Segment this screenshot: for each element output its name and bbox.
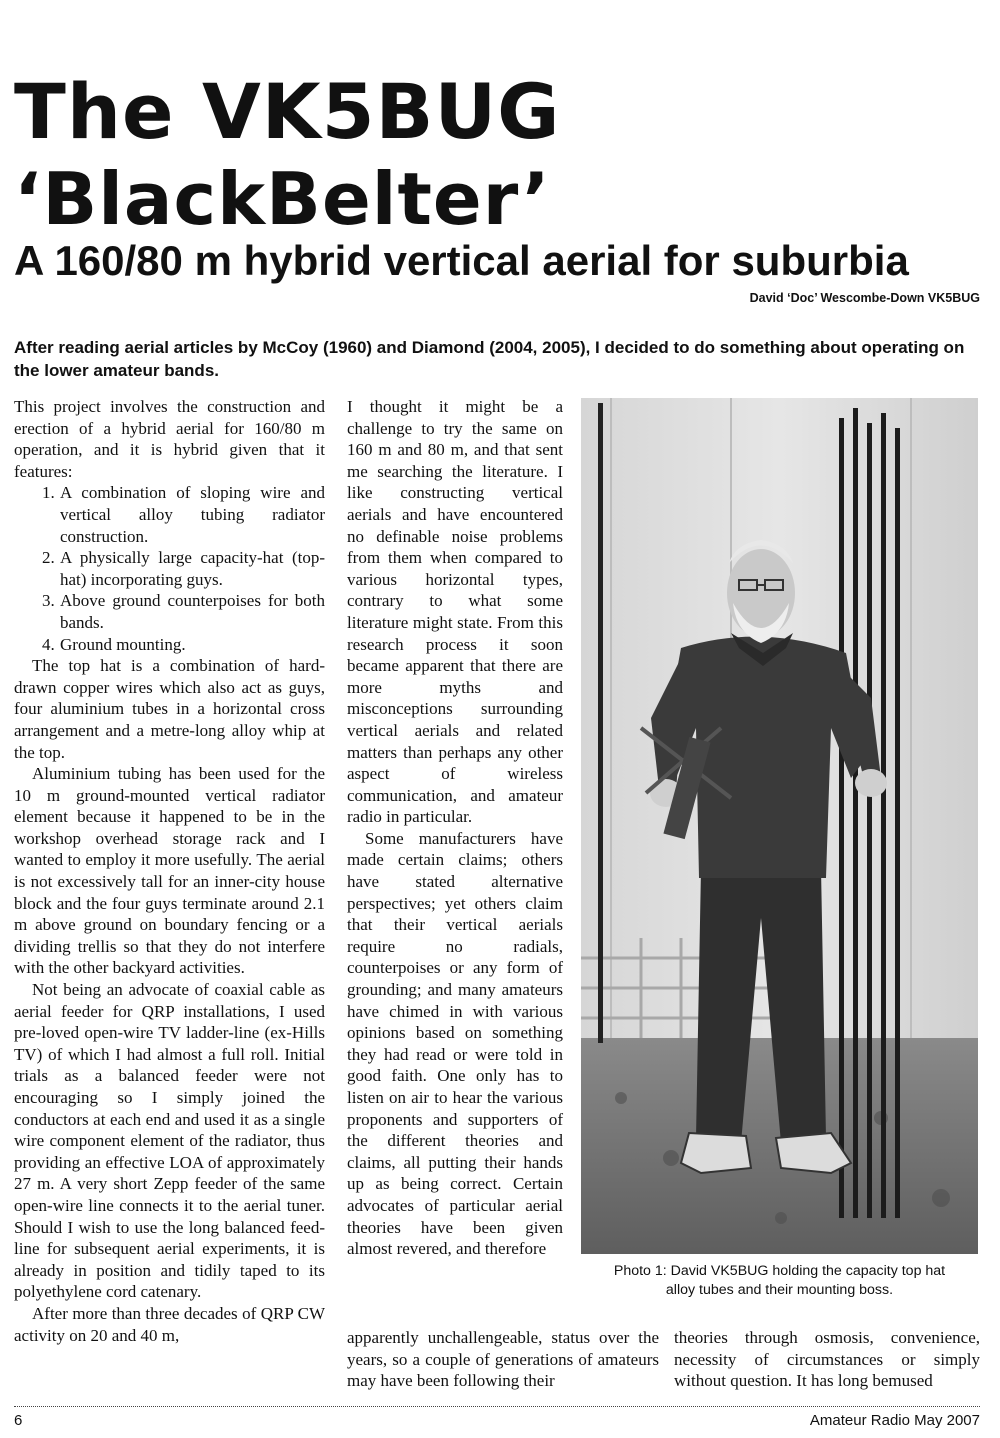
col1-paragraph: This project involves the construction and erection of a hybrid aerial for 160/80 m operation, and it is hybrid given that it features:	[14, 397, 325, 481]
bottom-text-right: theories through osmosis, convenience, necessity of circumstances or simply without question. It has long bemused	[674, 1328, 980, 1391]
photo-caption	[581, 1262, 978, 1300]
col1-paragraph: Aluminium tubing has been used for the 10 m ground-mounted vertical radiator element because it happened to be in the workshop overhead storage rack and I wanted to employ it more usefully. The aerial is not excessively tall for an inner-city house block and the four guys terminate around 2.1 m above ground on boundary fencing or a dividing trellis so that they do not interfere with the other backyard activities.	[14, 764, 325, 978]
photo-antenna-builder	[581, 398, 978, 1254]
caption-line: alloy tubes and their mounting boss.	[665, 1282, 894, 1298]
col1-paragraph: Not being an advocate of coaxial cable as aerial feeder for QRP installations, I used pre-loved open-wire TV ladder-line (ex-Hills TV) of which I had almost a full roll. Initial trials as a balanced feeder were not encouraging so I simply joined the conductors at each end and used it as a single wire component element of the radiator, thus providing an effective LOA of approximately 27 m. A very short Zepp feeder of the same open-wire line connects it to the aerial tuner. Should I wish to use the long balanced feed-line for subsequent aerial experiments, it is already in position and tidily taped to its polyethylene cord catenary.	[14, 980, 325, 1302]
col1-paragraph: After more than three decades of QRP CW activity on 20 and 40 m,	[14, 1303, 325, 1345]
page-number: 6	[14, 1412, 23, 1429]
intro-paragraph: After reading aerial articles by McCoy (1960) and Diamond (2004, 2005), I decided to do something about operating on the lower amateur bands.	[14, 338, 965, 380]
col1-paragraph: The top hat is a combination of hard-drawn copper wires which also act as guys, four aluminium tubes in a horizontal cross arrangement and a metre-long alloy whip at the top.	[14, 656, 325, 762]
column-2	[347, 396, 563, 1260]
article-subtitle: A 160/80 m hybrid vertical aerial for suburbia	[14, 237, 909, 284]
col2-paragraph: Some manufacturers have made certain claims; others have stated alternative perspectives; yet others claim that their vertical aerials require no radials, counterpoises or any form of grounding; and many amateurs have chimed in with various opinions based on something they had read or were told in good faith. One only has to listen on air to hear the various proponents and supporters of the different theories and claims, all putting their hands up as being correct. Certain advocates of particular aerial theories have been given almost revered, and therefore	[347, 828, 563, 1259]
list-number: 2.	[42, 548, 55, 568]
feature-list-item	[14, 634, 325, 656]
author-byline: David ‘Doc’ Wescombe-Down VK5BUG	[749, 291, 980, 305]
list-number: 3.	[42, 591, 55, 611]
list-number: 1.	[42, 483, 55, 503]
article-title-line1: The VK5BUG	[14, 67, 561, 156]
photo-illustration	[581, 398, 978, 1254]
list-text: A physically large capacity-hat (top-hat) incorporating guys.	[60, 548, 325, 589]
footer-divider	[14, 1406, 980, 1407]
bottom-text-left: apparently unchallengeable, status over the years, so a couple of generations of amateurs may have been following their	[347, 1328, 659, 1391]
publication-issue: Amateur Radio May 2007	[809, 1412, 980, 1429]
column-1	[14, 396, 325, 1346]
article-title-line2: ‘BlackBelter’	[14, 157, 551, 241]
feature-list-item	[14, 482, 325, 547]
feature-list	[14, 482, 325, 655]
caption-line: Photo 1: David VK5BUG holding the capacity top hat	[613, 1263, 946, 1279]
list-number: 4.	[42, 634, 55, 654]
feature-list-item	[14, 590, 325, 633]
feature-list-item	[14, 547, 325, 590]
col2-paragraph: I thought it might be a challenge to try the same on 160 m and 80 m, and that sent me searching the literature. I like constructing vertical aerials and have encountered no definable noise problems from them when compared to various horizontal types, contrary to what some literature might state. From this research process it soon became apparent that there are more myths and misconceptions surrounding vertical aerials and related matters than perhaps any other aspect of wireless communication, and amateur radio in particular.	[347, 397, 563, 827]
list-text: Above ground counterpoises for both bands.	[60, 591, 325, 632]
list-text: Ground mounting.	[60, 634, 186, 654]
list-text: A combination of sloping wire and vertical alloy tubing radiator construction.	[60, 483, 325, 546]
